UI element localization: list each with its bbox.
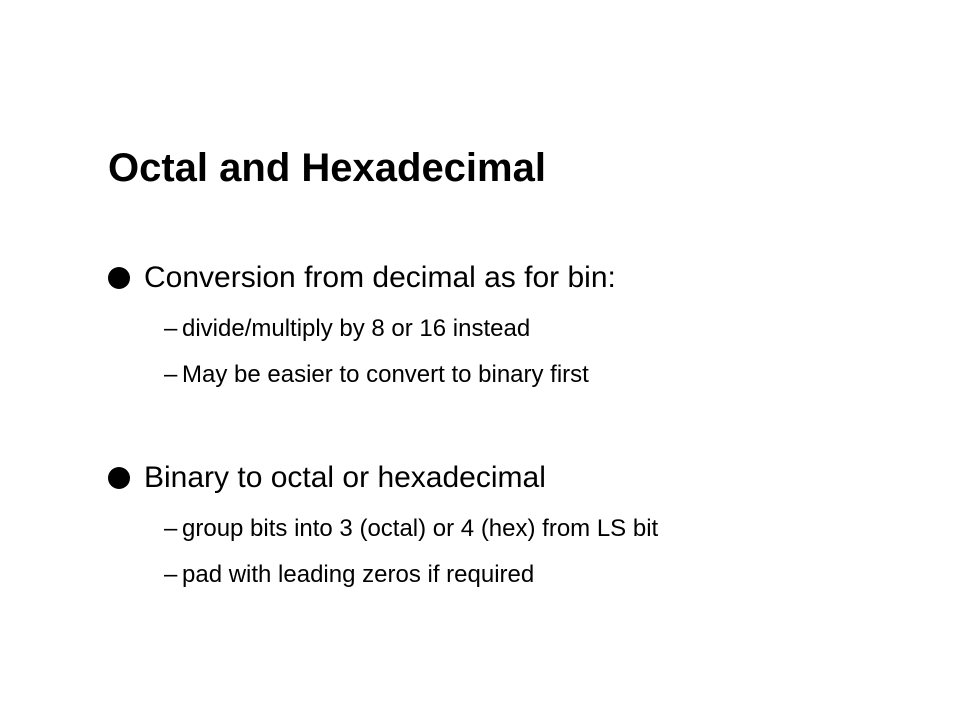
sub-item-text: May be easier to convert to binary first <box>182 361 589 388</box>
bullet-dot-icon <box>108 467 130 489</box>
sub-item-text: divide/multiply by 8 or 16 instead <box>182 315 531 342</box>
sub-list <box>108 506 908 598</box>
bullet-dot-icon <box>108 267 130 289</box>
bullet-text: Binary to octal or hexadecimal <box>144 461 546 494</box>
sub-item-text: group bits into 3 (octal) or 4 (hex) from LS bit <box>182 515 659 542</box>
bullet-item <box>108 256 908 300</box>
dash-icon: – <box>164 361 178 388</box>
sub-item <box>108 306 908 352</box>
sub-item-text: pad with leading zeros if required <box>182 561 535 588</box>
slide-title: Octal and Hexadecimal <box>108 146 546 190</box>
dash-icon: – <box>164 515 178 542</box>
bullet-block-conversion <box>108 256 908 398</box>
bullet-item <box>108 456 908 500</box>
sub-item <box>108 352 908 398</box>
sub-item <box>108 552 908 598</box>
dash-icon: – <box>164 561 178 588</box>
bullet-text: Conversion from decimal as for bin: <box>144 261 616 294</box>
sub-item <box>108 506 908 552</box>
sub-list <box>108 306 908 398</box>
bullet-block-binary <box>108 456 908 598</box>
dash-icon: – <box>164 315 178 342</box>
